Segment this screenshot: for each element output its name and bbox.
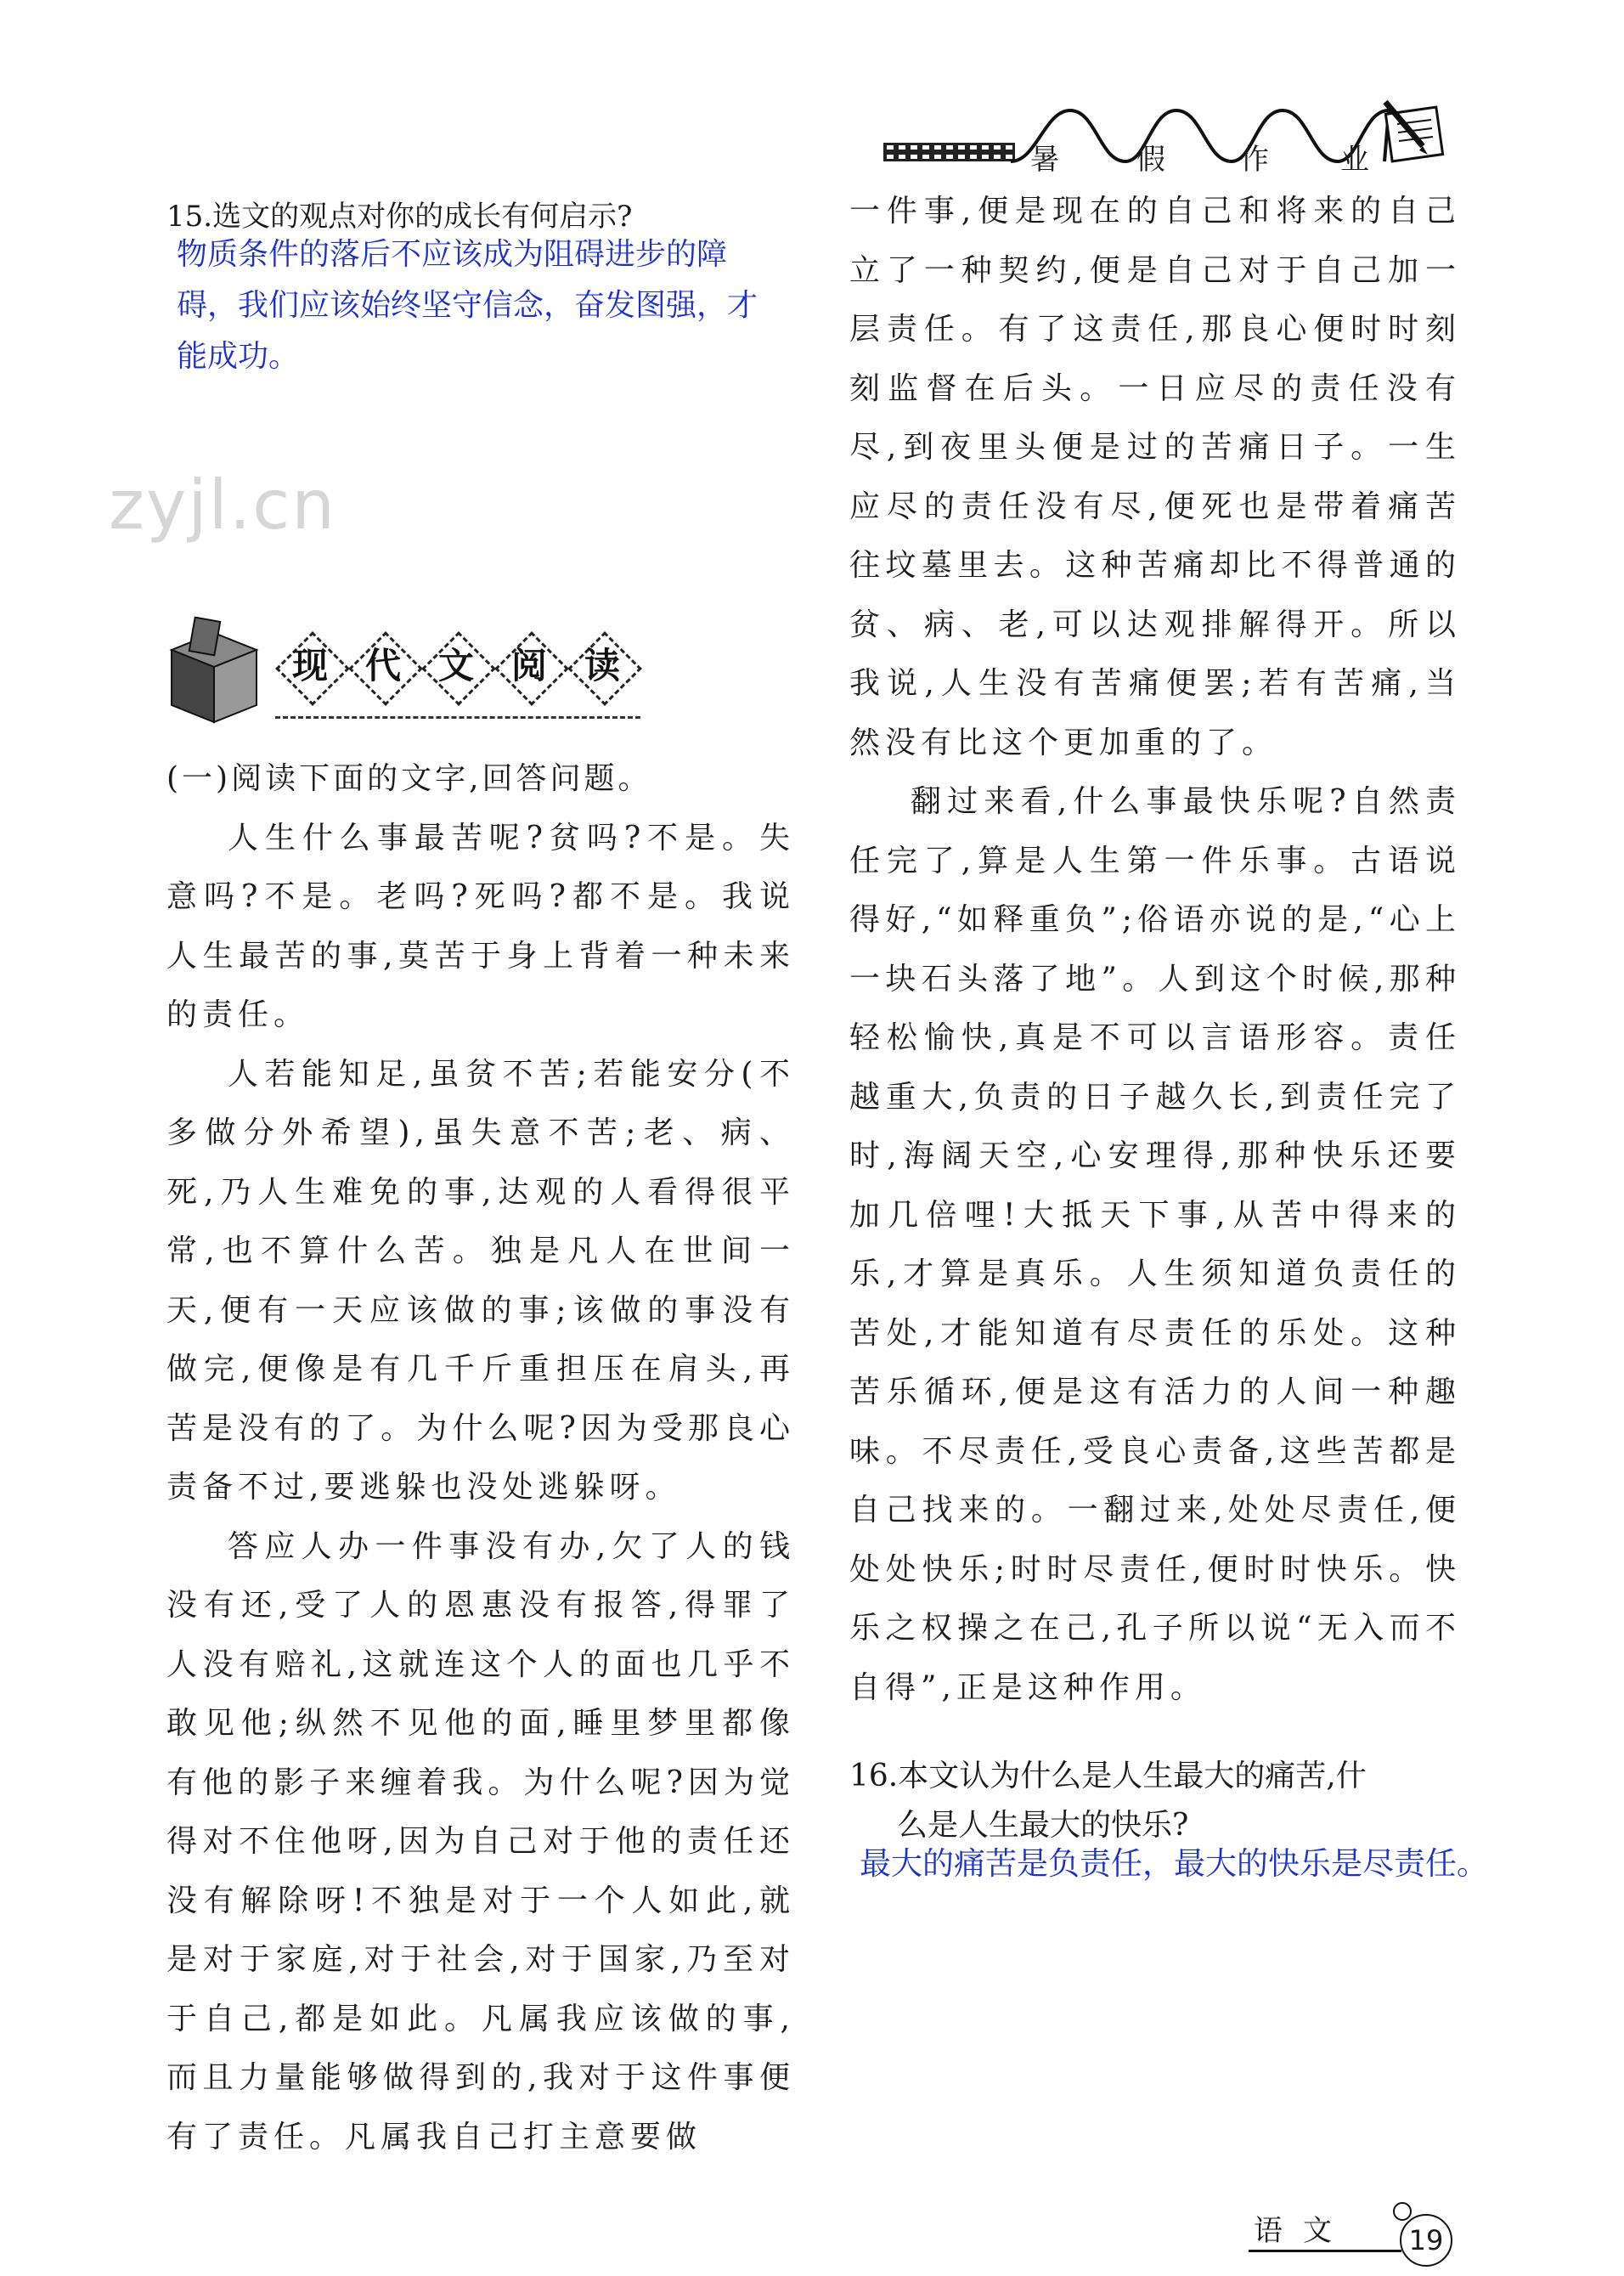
title-char: 代 [364,645,401,686]
question-16 [849,1750,1461,1849]
passage-paragraph: 答应人办一件事没有办,欠了人的钱没有还,受了人的恩惠没有报答,得罪了人没有赔礼,这就连这个人的面也几乎不敢见他;纵然不见他的面,睡里梦里都像有他的影子来缠着我。为什么呢?因为觉得对不住他呀,因为自己对于他的责任还没有解除呀!不独是对于一个人如此,就是对于家庭,对于社会,对于国家,乃至对于自己,都是如此。凡属我应该做的事,而且力量能够做得到的,我对于这件事便有了责任。凡属我自己打主意要做 [166,1528,795,2155]
reading-instruction: (一)阅读下面的文字,回答问题。 [166,761,652,796]
title-char: 现 [291,645,328,686]
question-15-answer-block [177,229,771,382]
notebook-pencil-icon [1380,95,1450,163]
question-16-answer-block [860,1842,1539,1886]
subject-label: 语文 [1254,2214,1352,2248]
passage-paragraph: 翻过来看,什么事最快乐呢?自然责任完了,算是人生第一件乐事。古语说得好,“如释重负”;俗语亦说的是,“心上一块石头落了地”。人到这个时候,那种轻松愉快,真是不可以言语形容。责任越重大,负责的日子越久长,到责任完了时,海阔天空,心安理得,那种快乐还要加几倍哩!大抵天下事,从苦中得来的乐,才算是真乐。人生须知道负责任的苦处,才能知道有尽责任的乐处。这种苦乐循环,便是这有活力的人间一种趣味。不尽责任,受良心责备,这些苦都是自己找来的。一翻过来,处处尽责任,便处处快乐;时时尽责任,便时时快乐。快乐之权操之在己,孔子所以说“无入而不自得”,正是这种作用。 [849,784,1461,1705]
question-15-answer: 物质条件的落后不应该成为阻碍进步的障碍，我们应该始终坚守信念，奋发图强，才能成功。 [177,237,758,374]
section-title [275,631,649,708]
film-strip-decoration [883,143,1015,161]
title-char: 文 [437,645,474,686]
header-char: 业 [1340,143,1369,177]
header-char: 作 [1240,143,1269,177]
title-diamond [567,631,637,701]
passage-left [166,749,795,2166]
passage-paragraph: 人生什么事最苦呢?贫吗?不是。失意吗?不是。老吗?死吗?都不是。我说人生最苦的事,莫苦于身上背着一种未来的责任。 [166,820,795,1032]
passage-right [849,182,1461,1717]
section-banner [166,607,651,735]
header-char: 暑 [1030,143,1059,177]
question-15-text: 15.选文的观点对你的成长有何启示? [166,200,633,234]
question-16-line2: 么是人生最大的快乐? [897,1808,1189,1843]
title-diamond [421,631,491,701]
header-char: 假 [1136,143,1165,177]
title-diamond [494,631,564,701]
title-diamond [348,631,418,701]
box-icon [166,616,262,726]
title-char: 读 [584,645,620,686]
page-dot-decoration [1393,2202,1412,2221]
title-diamond [275,631,345,701]
title-char: 阅 [510,645,547,686]
footer-rule [1249,2250,1401,2252]
page-number: 19 [1400,2214,1452,2267]
banner-underline [275,716,640,719]
passage-paragraph: 一件事,便是现在的自己和将来的自己立了一种契约,便是自己对于自己加一层责任。有了这责任,那良心便时时刻刻监督在后头。一日应尽的责任没有尽,到夜里头便是过的苦痛日子。一生应尽的责任没有尽,便死也是带着痛苦往坟墓里去。这种苦痛却比不得普通的贫、病、老,可以达观排解得开。所以我说,人生没有苦痛便罢;若有苦痛,当然没有比这个更加重的了。 [849,194,1461,760]
question-16-answer: 最大的痛苦是负责任，最大的快乐是尽责任。 [860,1845,1488,1882]
question-16-line1: 16.本文认为什么是人生最大的痛苦,什 [849,1759,1367,1793]
watermark-text: zyjl.cn [109,466,336,545]
passage-paragraph: 人若能知足,虽贫不苦;若能安分(不多做分外希望),虽失意不苦;老、病、死,乃人生难免的事,达观的人看得很平常,也不算什么苦。独是凡人在世间一天,便有一天应该做的事;该做的事没有做完,便像是有几千斤重担压在肩头,再苦是没有的了。为什么呢?因为受那良心责备不过,要逃躲也没处逃躲呀。 [166,1056,795,1505]
